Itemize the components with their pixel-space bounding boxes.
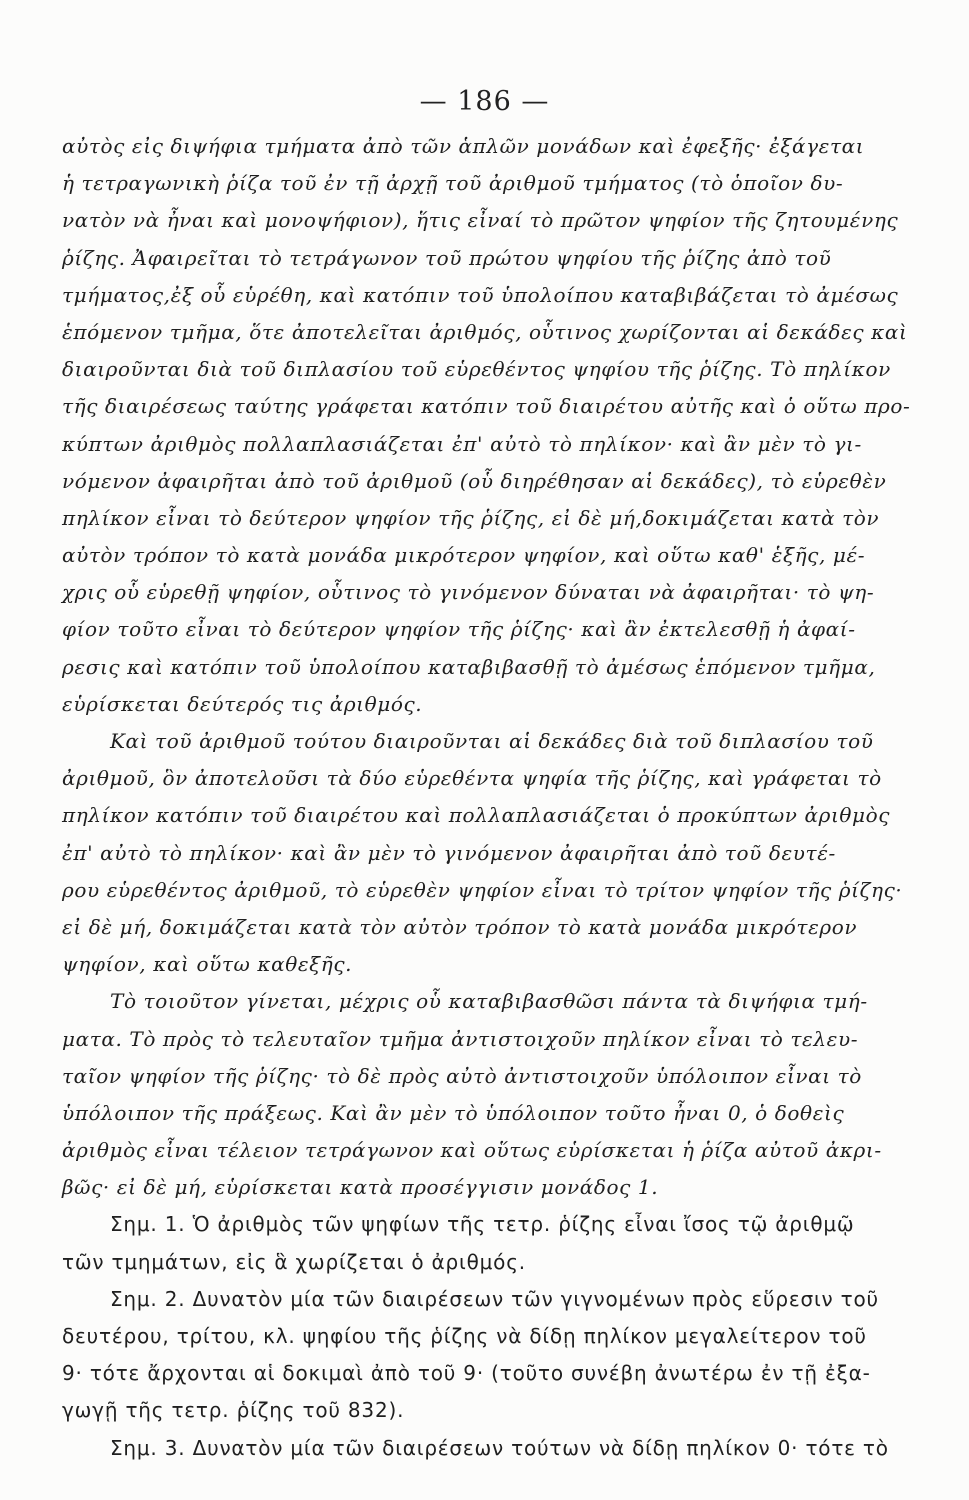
text-line: τῆς διαιρέσεως ταύτης γράφεται κατόπιν τοῦ διαιρέτου αὐτῆς καὶ ὁ οὕτω προ- — [62, 394, 911, 419]
text-line: ἀριθμοῦ, ὃν ἀποτελοῦσι τὰ δύο εὑρεθέντα ψηφία τῆς ῥίζης, καὶ γράφεται τὸ — [62, 766, 882, 791]
text-line: νατὸν νὰ ἦναι καὶ μονοψήφιον), ἥτις εἶναί τὸ πρῶτον ψηφίον τῆς ζητουμένης — [62, 208, 899, 233]
text-line: πηλίκον εἶναι τὸ δεύτερον ψηφίον τῆς ῥίζης, εἰ δὲ μή,δοκιμάζεται κατὰ τὸν — [62, 505, 880, 530]
note-line: Σημ. 3. Δυνατὸν μία τῶν διαιρέσεων τούτων νὰ δίδῃ πηλίκον 0· τότε τὸ — [110, 1435, 889, 1460]
text-line: ὑπόλοιπον τῆς πράξεως. Καὶ ἂν μὲν τὸ ὑπόλοιπον τοῦτο ἦναι 0, ὁ δοθεὶς — [62, 1100, 845, 1125]
note-line: τῶν τμημάτων, εἰς ἃ χωρίζεται ὁ ἀριθμός. — [62, 1249, 526, 1274]
note-line: Σημ. 1. Ὁ ἀριθμὸς τῶν ψηφίων τῆς τετρ. ῥίζης εἶναι ἴσος τῷ ἀριθμῷ — [110, 1212, 855, 1237]
text-line: διαιροῦνται διὰ τοῦ διπλασίου τοῦ εὑρεθέντος ψηφίου τῆς ῥίζης. Τὸ πηλίκον — [62, 357, 891, 382]
text-line: εἰ δὲ μή, δοκιμάζεται κατὰ τὸν αὐτὸν τρόπον τὸ κατὰ μονάδα μικρότερον — [62, 914, 858, 939]
paragraph-start-line: Καὶ τοῦ ἀριθμοῦ τούτου διαιροῦνται αἱ δεκάδες διὰ τοῦ διπλασίου τοῦ — [110, 729, 874, 753]
text-line: κύπτων ἀριθμὸς πολλαπλασιάζεται ἐπ' αὐτὸ τὸ πηλίκον· καὶ ἂν μὲν τὸ γι- — [62, 431, 862, 456]
text-line: ρεσις καὶ κατόπιν τοῦ ὑπολοίπου καταβιβασθῇ τὸ ἀμέσως ἑπόμενον τμῆμα, — [62, 654, 876, 679]
text-line: αὐτὸς εἰς διψήφια τμήματα ἀπὸ τῶν ἁπλῶν μονάδων καὶ ἐφεξῆς· ἐξάγεται — [62, 134, 865, 158]
text-line: νόμενον ἀφαιρῆται ἀπὸ τοῦ ἀριθμοῦ (οὗ διηρέθησαν αἱ δεκάδες), τὸ εὑρεθὲν — [62, 468, 887, 493]
text-line: εὑρίσκεται δεύτερός τις ἀριθμός. — [62, 691, 423, 716]
text-line: ἀριθμὸς εἶναι τέλειον τετράγωνον καὶ οὕτως εὑρίσκεται ἡ ῥίζα αὐτοῦ ἀκρι- — [62, 1138, 882, 1163]
note-line: Σημ. 2. Δυνατὸν μία τῶν διαιρέσεων τῶν γιγνομένων πρὸς εὕρεσιν τοῦ — [110, 1286, 879, 1311]
text-line: φίον τοῦτο εἶναι τὸ δεύτερον ψηφίον τῆς ῥίζης· καὶ ἂν ἐκτελεσθῇ ἡ ἀφαί- — [62, 617, 856, 642]
paragraph-start-line: Τὸ τοιοῦτον γίνεται, μέχρις οὗ καταβιβασθῶσι πάντα τὰ διψήφια τμή- — [110, 989, 868, 1014]
text-line: ἐπ' αὐτὸ τὸ πηλίκον· καὶ ἂν μὲν τὸ γινόμενον ἀφαιρῆται ἀπὸ τοῦ δευτέ- — [62, 840, 836, 865]
text-line: αὐτὸν τρόπον τὸ κατὰ μονάδα μικρότερον ψηφίον, καὶ οὕτω καθ' ἑξῆς, μέ- — [62, 543, 866, 568]
text-line: ταῖον ψηφίον τῆς ῥίζης· τὸ δὲ πρὸς αὐτὸ ἀντιστοιχοῦν ὑπόλοιπον εἶναι τὸ — [62, 1063, 862, 1088]
text-line: ἡ τετραγωνικὴ ῥίζα τοῦ ἐν τῇ ἀρχῇ τοῦ ἀριθμοῦ τμήματος (τὸ ὁποῖον δυ- — [62, 171, 844, 196]
text-line: πηλίκον κατόπιν τοῦ διαιρέτου καὶ πολλαπλασιάζεται ὁ προκύπτων ἀριθμὸς — [62, 803, 891, 828]
text-line: βῶς· εἰ δὲ μή, εὑρίσκεται κατὰ προσέγγισιν μονάδος 1. — [62, 1175, 659, 1200]
text-line: τμήματος,ἐξ οὗ εὑρέθη, καὶ κατόπιν τοῦ ὑπολοίπου καταβιβάζεται τὸ ἀμέσως — [62, 282, 899, 307]
text-line: χρις οὗ εὑρεθῇ ψηφίον, οὗτινος τὸ γινόμενον δύναται νὰ ἀφαιρῆται· τὸ ψη- — [62, 580, 875, 605]
body-text — [62, 128, 924, 1467]
note-line: γωγῇ τῆς τετρ. ῥίζης τοῦ 832). — [62, 1398, 405, 1423]
page-number: — 186 — — [419, 86, 550, 117]
note-line: 9· τότε ἄρχονται αἱ δοκιμαὶ ἀπὸ τοῦ 9· (τοῦτο συνέβη ἀνωτέρω ἐν τῇ ἐξα- — [62, 1361, 871, 1386]
text-line: ρου εὑρεθέντος ἀριθμοῦ, τὸ εὑρεθὲν ψηφίον εἶναι τὸ τρίτον ψηφίον τῆς ῥίζης· — [62, 877, 903, 902]
note-line: δευτέρου, τρίτου, κλ. ψηφίου τῆς ῥίζης νὰ δίδῃ πηλίκον μεγαλείτερον τοῦ — [62, 1324, 867, 1348]
text-line: ἑπόμενον τμῆμα, ὅτε ἀποτελεῖται ἀριθμός, οὗτινος χωρίζονται αἱ δεκάδες καὶ — [62, 319, 908, 344]
text-line: ῥίζης. Ἀφαιρεῖται τὸ τετράγωνον τοῦ πρώτου ψηφίου τῆς ῥίζης ἀπὸ τοῦ — [62, 245, 832, 270]
text-line: ματα. Τὸ πρὸς τὸ τελευταῖον τμῆμα ἀντιστοιχοῦν πηλίκον εἶναι τὸ τελευ- — [62, 1026, 859, 1051]
text-line: ψηφίον, καὶ οὕτω καθεξῆς. — [62, 952, 353, 977]
